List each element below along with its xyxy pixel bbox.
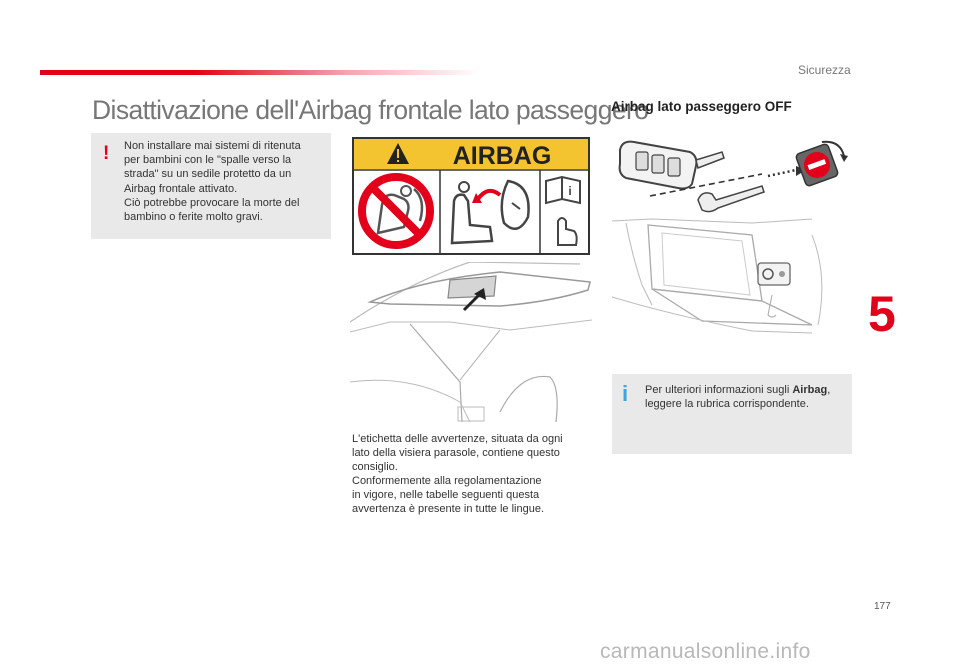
watermark: carmanualsonline.info [600,640,811,663]
info-text [645,383,845,411]
warning-box [91,133,331,239]
info-text-part: Per ulteriori informazioni sugli [645,384,793,396]
glovebox-illustration [612,215,852,345]
airbag-banner-text: AIRBAG [452,142,552,170]
airbag-off-switch-icon [795,142,848,187]
info-icon: i [622,381,629,406]
chapter-number: 5 [868,286,896,342]
key-switch-illustration [612,130,852,220]
label-caption: L'etichetta delle avvertenze, situata da ogni lato della visiera parasole, contiene questo consiglio. Conformemente alla regolamentazione in vigore, nelle tabelle seguenti questa avvertenza è presente in tutte le lingue. [352,433,563,516]
section-heading: Airbag lato passeggero OFF [611,99,792,114]
svg-text:i: i [568,184,572,198]
page-number: 177 [874,601,891,612]
page-title: Disattivazione dell'Airbag frontale lato passeggero [92,95,649,125]
airbag-warning-label [352,137,590,255]
info-text-end: , leggere la rubrica corrispondente. [645,384,831,411]
warning-icon: ! [103,143,110,164]
key-fob-icon [620,142,724,189]
info-box [612,374,852,454]
key-blade-icon [698,186,764,212]
section-title: Sicurezza [798,63,851,77]
sun-visor-illustration [350,262,592,422]
header-accent-bar [40,70,480,75]
info-text-bold: Airbag [792,384,828,396]
warning-text: Non installare mai sistemi di ritenuta per bambini con le "spalle verso la strada" su un sedile protetto da un Airbag frontale attivato. Ciò potrebbe provocare la morte del bambino o ferite molto gravi. [124,140,301,224]
